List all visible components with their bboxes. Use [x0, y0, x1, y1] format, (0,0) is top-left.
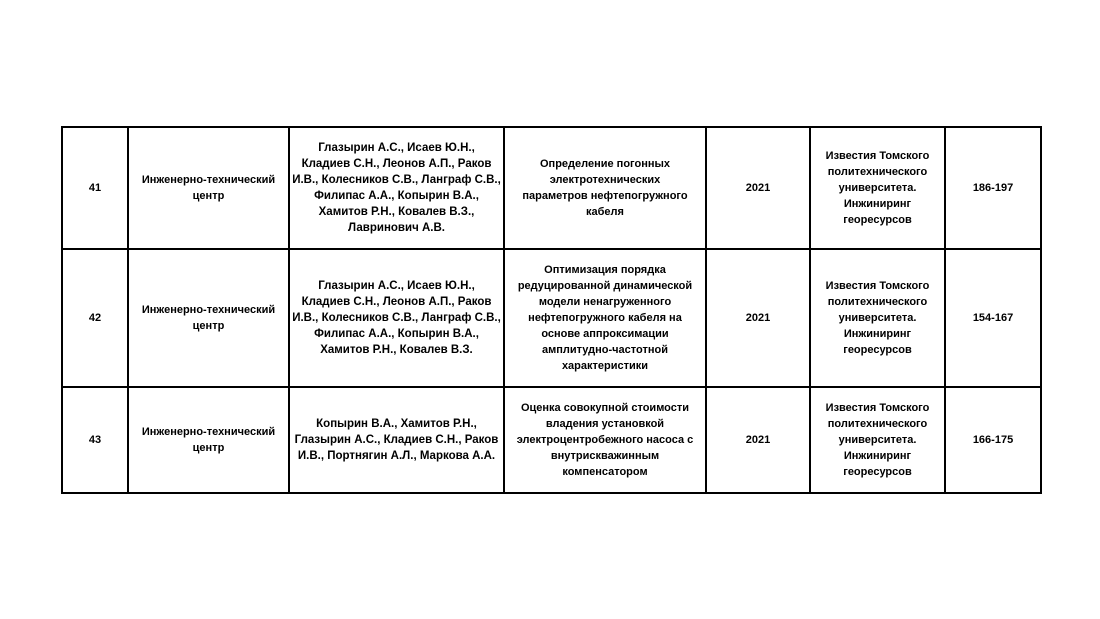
table-row	[62, 387, 1041, 493]
organization-line: Инженерно-технический	[141, 426, 276, 438]
title-line: кабеля	[586, 206, 624, 218]
organization-line: центр	[192, 320, 225, 332]
journal-line: университета.	[838, 312, 917, 324]
title-line: внутрискважинным	[550, 450, 660, 462]
journal-line: политехнического	[827, 418, 928, 430]
authors-line: И.В., Портнягин А.Л., Маркова А.А.	[297, 450, 496, 462]
authors-cell	[289, 127, 504, 249]
year-cell: 2021	[706, 127, 810, 249]
title-cell	[504, 127, 706, 249]
title-line: владения установкой	[545, 418, 665, 430]
title-line: Оптимизация порядка	[544, 264, 666, 276]
authors-cell	[289, 249, 504, 387]
authors-line: Глазырин А.С., Исаев Ю.Н.,	[318, 142, 475, 154]
authors-line: Хамитов Р.Н., Ковалев В.З.,	[318, 206, 475, 218]
publications-table	[61, 126, 1042, 494]
journal-line: университета.	[838, 182, 917, 194]
authors-line: Филипас А.А., Копырин В.А.,	[314, 328, 479, 340]
pages-cell: 186-197	[945, 127, 1041, 249]
row-number: 43	[62, 387, 128, 493]
table-row	[62, 127, 1041, 249]
journal-cell	[810, 387, 945, 493]
publications-table-container	[61, 126, 1040, 494]
organization-line: центр	[192, 442, 225, 454]
pages-cell: 154-167	[945, 249, 1041, 387]
title-line: амплитудно-частотной	[542, 344, 668, 356]
journal-line: Инжиниринг	[843, 450, 912, 462]
title-line: Оценка совокупной стоимости	[520, 402, 690, 414]
journal-line: георесурсов	[843, 344, 912, 356]
authors-line: Филипас А.А., Копырин В.А.,	[314, 190, 479, 202]
organization-cell	[128, 249, 289, 387]
year-cell: 2021	[706, 387, 810, 493]
journal-line: Известия Томского	[825, 150, 930, 162]
journal-line: Известия Томского	[825, 402, 930, 414]
journal-line: георесурсов	[843, 466, 912, 478]
authors-line: Глазырин А.С., Исаев Ю.Н.,	[318, 280, 475, 292]
authors-line: Хамитов Р.Н., Ковалев В.З.	[320, 344, 473, 356]
title-line: электроцентробежного насоса с	[516, 434, 694, 446]
title-cell	[504, 387, 706, 493]
journal-line: политехнического	[827, 296, 928, 308]
authors-line: Глазырин А.С., Кладиев С.Н., Раков	[294, 434, 499, 446]
authors-line: Кладиев С.Н., Леонов А.П., Раков	[301, 158, 492, 170]
authors-cell	[289, 387, 504, 493]
journal-line: Известия Томского	[825, 280, 930, 292]
authors-line: Кладиев С.Н., Леонов А.П., Раков	[301, 296, 492, 308]
journal-line: политехнического	[827, 166, 928, 178]
title-line: характеристики	[561, 360, 649, 372]
title-line: Определение погонных	[540, 158, 670, 170]
journal-cell	[810, 127, 945, 249]
authors-line: Лавринович А.В.	[348, 222, 445, 234]
row-number: 41	[62, 127, 128, 249]
organization-line: Инженерно-технический	[141, 304, 276, 316]
journal-line: Инжиниринг	[843, 198, 912, 210]
title-cell	[504, 249, 706, 387]
organization-cell	[128, 127, 289, 249]
journal-line: университета.	[838, 434, 917, 446]
journal-cell	[810, 249, 945, 387]
organization-line: центр	[192, 190, 225, 202]
title-line: модели ненагруженного	[538, 296, 672, 308]
title-line: редуцированной динамической	[517, 280, 693, 292]
title-line: компенсатором	[562, 466, 648, 478]
title-line: нефтепогружного кабеля на	[528, 312, 682, 324]
authors-line: И.В., Колесников С.В., Ланграф С.В.,	[292, 312, 501, 324]
title-line: электротехнических	[549, 174, 661, 186]
title-line: основе аппроксимации	[541, 328, 669, 340]
journal-line: Инжиниринг	[843, 328, 912, 340]
table-row	[62, 249, 1041, 387]
authors-line: И.В., Колесников С.В., Ланграф С.В.,	[292, 174, 501, 186]
organization-cell	[128, 387, 289, 493]
row-number: 42	[62, 249, 128, 387]
journal-line: георесурсов	[843, 214, 912, 226]
organization-line: Инженерно-технический	[141, 174, 276, 186]
pages-cell: 166-175	[945, 387, 1041, 493]
title-line: параметров нефтепогружного	[522, 190, 688, 202]
year-cell: 2021	[706, 249, 810, 387]
authors-line: Копырин В.А., Хамитов Р.Н.,	[316, 418, 477, 430]
